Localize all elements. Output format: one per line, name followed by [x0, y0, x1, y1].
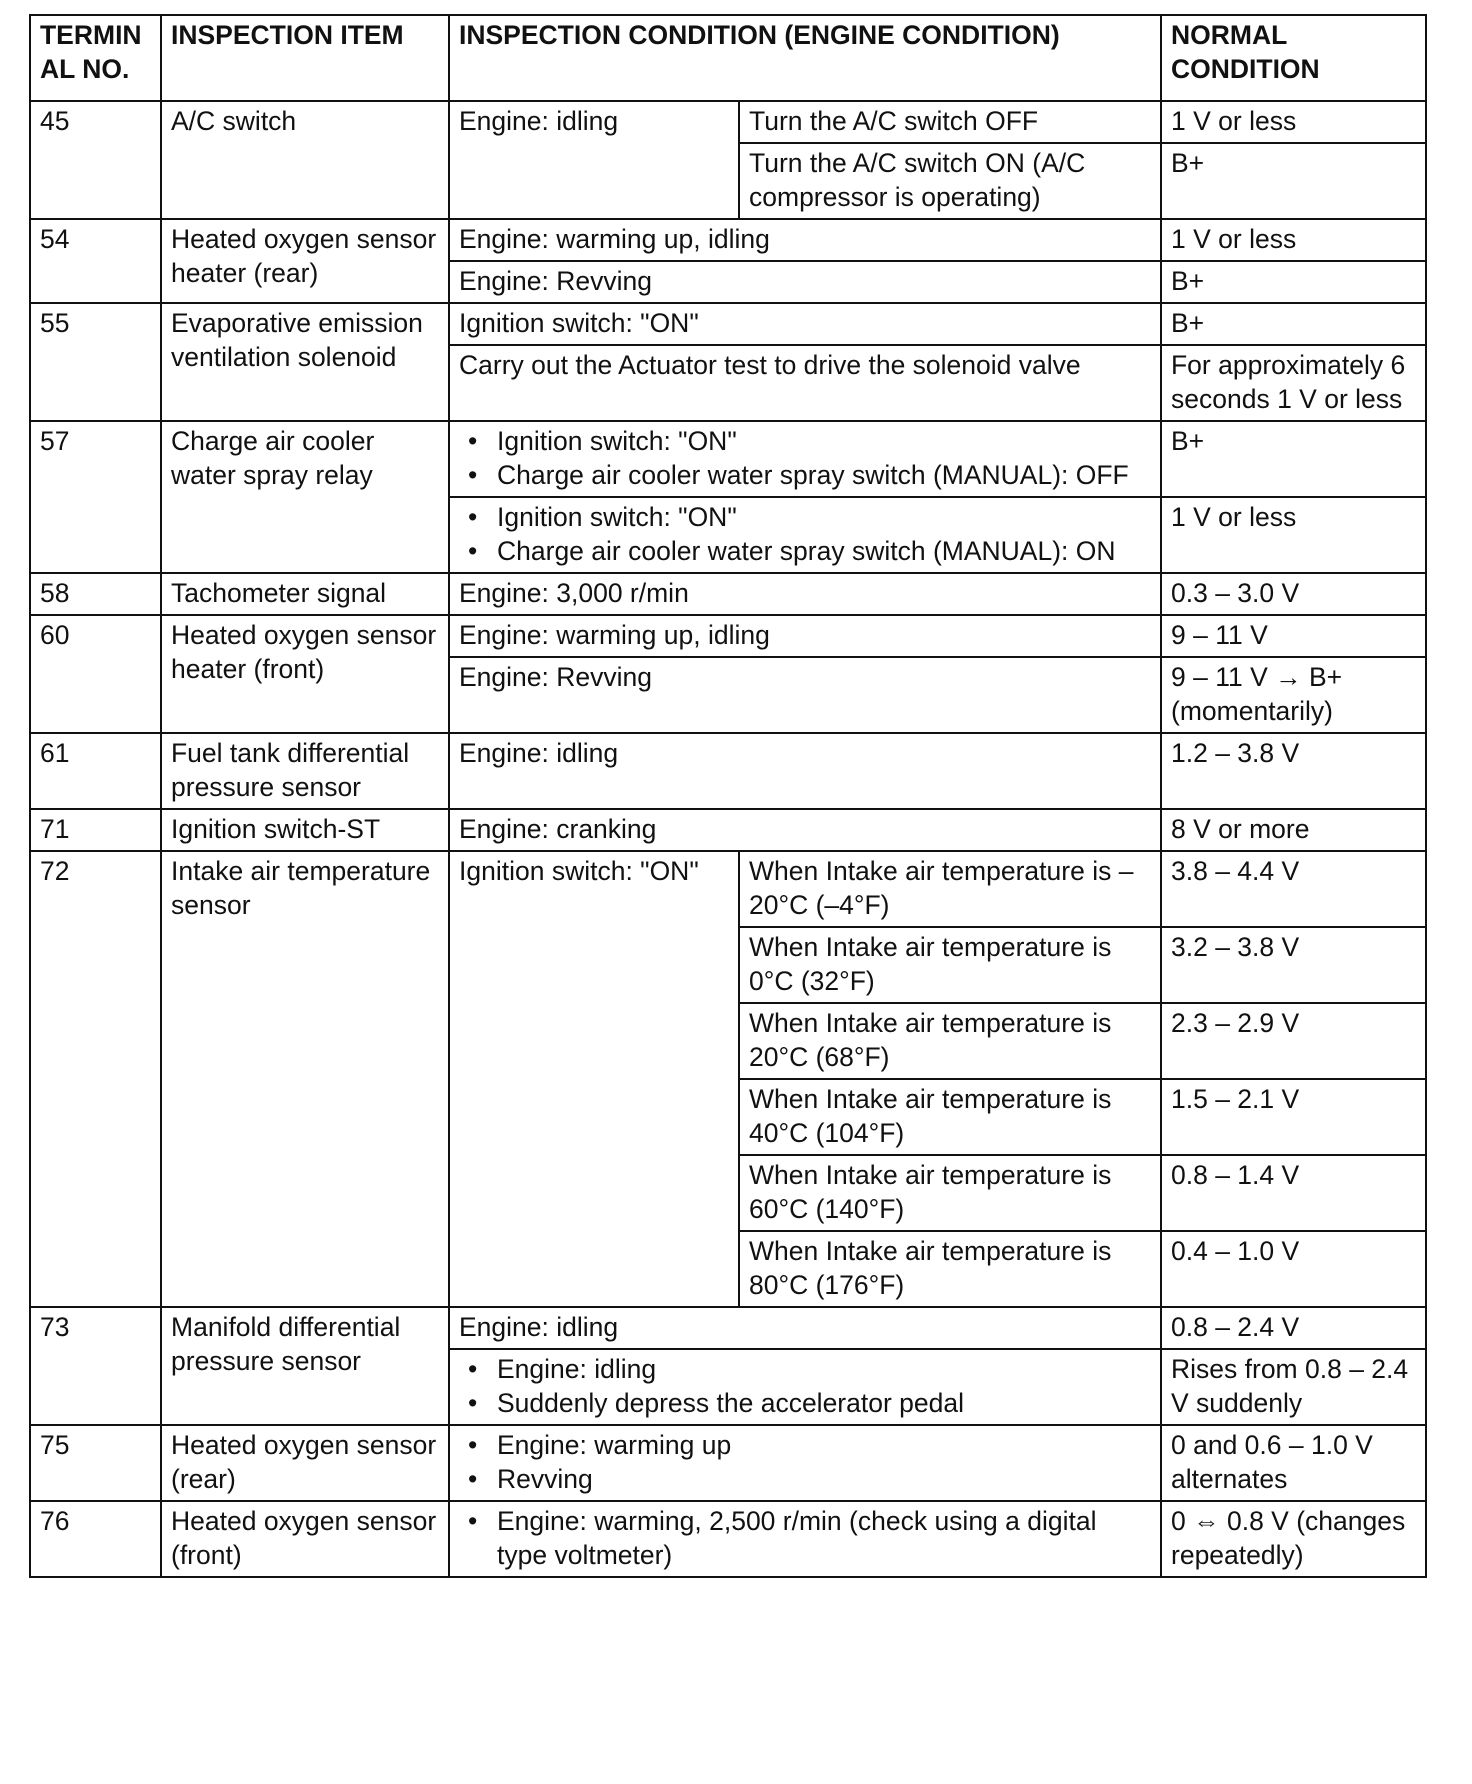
header-inspection-condition: INSPECTION CONDITION (ENGINE CONDITION): [449, 15, 1161, 101]
terminal-no-cell: 75: [30, 1425, 161, 1501]
normal-condition-cell: B+: [1161, 261, 1426, 303]
inspection-item-cell: Evaporative emission ventilation solenoid: [161, 303, 449, 421]
normal-condition-cell: B+: [1161, 303, 1426, 345]
terminal-no-cell: 54: [30, 219, 161, 303]
inspection-item-cell: Tachometer signal: [161, 573, 449, 615]
inspection-condition-cell: [449, 421, 1161, 497]
condition-bullet-list: [459, 1352, 1153, 1420]
inspection-condition-cell: [449, 1425, 1161, 1501]
table-row: [30, 303, 1426, 345]
inspection-item-cell: Charge air cooler water spray relay: [161, 421, 449, 573]
condition-detail-cell: When Intake air temperature is 0°C (32°F): [739, 927, 1161, 1003]
condition-bullet-list: [459, 500, 1153, 568]
condition-bullet-item: • Charge air cooler water spray switch (MANUAL): ON: [497, 534, 1153, 568]
inspection-item-cell: Manifold differential pressure sensor: [161, 1307, 449, 1425]
normal-condition-cell: B+: [1161, 421, 1426, 497]
normal-condition-cell: 1.2 – 3.8 V: [1161, 733, 1426, 809]
header-normal-condition: NORMAL CONDITION: [1161, 15, 1426, 101]
inspection-condition-cell: Engine: Revving: [449, 261, 1161, 303]
condition-bullet-item: • Ignition switch: "ON": [497, 424, 1153, 458]
terminal-no-cell: 58: [30, 573, 161, 615]
terminal-no-cell: 61: [30, 733, 161, 809]
inspection-condition-cell: Engine: warming up, idling: [449, 615, 1161, 657]
inspection-condition-cell: Engine: warming up, idling: [449, 219, 1161, 261]
condition-bullet-item: • Engine: warming, 2,500 r/min (check using a digital type voltmeter): [497, 1504, 1153, 1572]
normal-condition-cell: 0.8 – 2.4 V: [1161, 1307, 1426, 1349]
inspection-table-container: [29, 14, 1427, 1578]
terminal-inspection-table: [29, 14, 1427, 1578]
condition-bullet-list: [459, 1428, 1153, 1496]
inspection-item-cell: Heated oxygen sensor (front): [161, 1501, 449, 1577]
condition-bullet-item: • Charge air cooler water spray switch (MANUAL): OFF: [497, 458, 1153, 492]
inspection-condition-cell: Engine: 3,000 r/min: [449, 573, 1161, 615]
condition-detail-cell: Turn the A/C switch OFF: [739, 101, 1161, 143]
header-terminal-no: TERMINAL NO.: [30, 15, 161, 101]
table-row: [30, 573, 1426, 615]
normal-condition-cell: 9 – 11 V → B+ (momentarily): [1161, 657, 1426, 733]
terminal-no-cell: 45: [30, 101, 161, 219]
inspection-condition-cell: Carry out the Actuator test to drive the solenoid valve: [449, 345, 1161, 421]
condition-detail-cell: When Intake air temperature is 60°C (140°F): [739, 1155, 1161, 1231]
inspection-condition-cell: Engine: Revving: [449, 657, 1161, 733]
condition-detail-cell: When Intake air temperature is 40°C (104°F): [739, 1079, 1161, 1155]
terminal-no-cell: 57: [30, 421, 161, 573]
table-row: [30, 219, 1426, 261]
normal-condition-cell: Rises from 0.8 – 2.4 V suddenly: [1161, 1349, 1426, 1425]
inspection-item-cell: Fuel tank differential pressure sensor: [161, 733, 449, 809]
normal-condition-cell: For approximately 6 seconds 1 V or less: [1161, 345, 1426, 421]
inspection-condition-cell: [449, 497, 1161, 573]
inspection-item-cell: A/C switch: [161, 101, 449, 219]
inspection-item-cell: Heated oxygen sensor (rear): [161, 1425, 449, 1501]
condition-bullet-item: • Engine: idling: [497, 1352, 1153, 1386]
normal-condition-cell: B+: [1161, 143, 1426, 219]
normal-condition-cell: 3.8 – 4.4 V: [1161, 851, 1426, 927]
normal-condition-cell: 1.5 – 2.1 V: [1161, 1079, 1426, 1155]
normal-condition-cell: 0 ⇔ 0.8 V (changes repeatedly): [1161, 1501, 1426, 1577]
normal-condition-cell: 1 V or less: [1161, 219, 1426, 261]
condition-bullet-item: • Ignition switch: "ON": [497, 500, 1153, 534]
condition-detail-cell: When Intake air temperature is 80°C (176°F): [739, 1231, 1161, 1307]
normal-condition-cell: 2.3 – 2.9 V: [1161, 1003, 1426, 1079]
normal-condition-cell: 0 and 0.6 – 1.0 V alternates: [1161, 1425, 1426, 1501]
normal-condition-cell: 9 – 11 V: [1161, 615, 1426, 657]
table-row: [30, 101, 1426, 143]
condition-bullet-item: • Engine: warming up: [497, 1428, 1153, 1462]
table-row: [30, 1501, 1426, 1577]
normal-condition-cell: 0.3 – 3.0 V: [1161, 573, 1426, 615]
table-row: [30, 615, 1426, 657]
table-row: [30, 733, 1426, 809]
table-body: [30, 101, 1426, 1577]
inspection-item-cell: Ignition switch-ST: [161, 809, 449, 851]
normal-condition-cell: 0.4 – 1.0 V: [1161, 1231, 1426, 1307]
table-row: [30, 809, 1426, 851]
terminal-no-cell: 73: [30, 1307, 161, 1425]
engine-condition-cell: Ignition switch: "ON": [449, 851, 739, 1307]
normal-condition-cell: 3.2 – 3.8 V: [1161, 927, 1426, 1003]
inspection-condition-cell: [449, 1349, 1161, 1425]
table-header-row: [30, 15, 1426, 101]
condition-detail-cell: Turn the A/C switch ON (A/C compressor is operating): [739, 143, 1161, 219]
inspection-condition-cell: Engine: cranking: [449, 809, 1161, 851]
table-row: [30, 421, 1426, 497]
normal-condition-cell: 1 V or less: [1161, 101, 1426, 143]
inspection-condition-cell: Ignition switch: "ON": [449, 303, 1161, 345]
inspection-condition-cell: Engine: idling: [449, 733, 1161, 809]
condition-bullet-list: [459, 424, 1153, 492]
table-row: [30, 851, 1426, 927]
normal-condition-cell: 0.8 – 1.4 V: [1161, 1155, 1426, 1231]
condition-detail-cell: When Intake air temperature is –20°C (–4°F): [739, 851, 1161, 927]
normal-condition-cell: 1 V or less: [1161, 497, 1426, 573]
terminal-no-cell: 71: [30, 809, 161, 851]
inspection-item-cell: Heated oxygen sensor heater (rear): [161, 219, 449, 303]
table-row: [30, 1307, 1426, 1349]
condition-detail-cell: When Intake air temperature is 20°C (68°F): [739, 1003, 1161, 1079]
terminal-no-cell: 72: [30, 851, 161, 1307]
inspection-item-cell: Intake air temperature sensor: [161, 851, 449, 1307]
inspection-condition-cell: [449, 1501, 1161, 1577]
condition-bullet-item: • Revving: [497, 1462, 1153, 1496]
table-row: [30, 1425, 1426, 1501]
normal-condition-cell: 8 V or more: [1161, 809, 1426, 851]
condition-bullet-list: [459, 1504, 1153, 1572]
engine-condition-cell: Engine: idling: [449, 101, 739, 219]
inspection-item-cell: Heated oxygen sensor heater (front): [161, 615, 449, 733]
inspection-condition-cell: Engine: idling: [449, 1307, 1161, 1349]
terminal-no-cell: 76: [30, 1501, 161, 1577]
condition-bullet-item: • Suddenly depress the accelerator pedal: [497, 1386, 1153, 1420]
terminal-no-cell: 60: [30, 615, 161, 733]
header-inspection-item: INSPECTION ITEM: [161, 15, 449, 101]
terminal-no-cell: 55: [30, 303, 161, 421]
